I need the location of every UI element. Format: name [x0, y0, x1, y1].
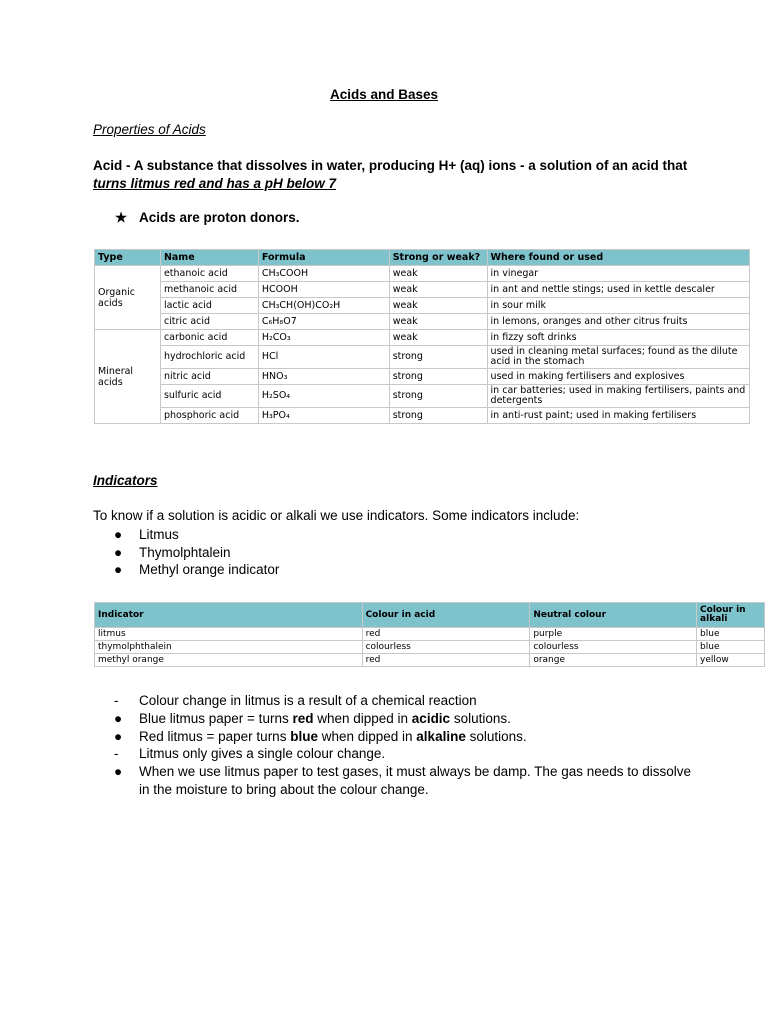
- note-text: Red litmus = paper turns: [139, 728, 291, 744]
- properties-subheading: Properties of Acids: [93, 122, 206, 137]
- acid-colour-cell: red: [362, 654, 530, 667]
- proton-donor-text: Acids are proton donors.: [139, 210, 300, 225]
- header-name: Name: [160, 250, 258, 266]
- list-item: [93, 526, 279, 544]
- note-text: Colour change in litmus is a result of a chemical reaction: [139, 693, 477, 708]
- header-type: Type: [95, 250, 161, 266]
- acid-use-cell: used in making fertilisers and explosives: [487, 369, 749, 385]
- header-indicator: Indicator: [95, 603, 363, 628]
- neutral-colour-cell: orange: [530, 654, 697, 667]
- indicator-cell: litmus: [95, 628, 363, 641]
- bullet-icon: ●: [114, 728, 123, 744]
- table-row: [95, 330, 750, 346]
- acid-strength-cell: weak: [389, 282, 487, 298]
- acid-use-cell: in fizzy soft drinks: [487, 330, 749, 346]
- indicator-cell: thymolphthalein: [95, 641, 363, 654]
- header-strength: Strong or weak?: [389, 250, 487, 266]
- alkali-colour-cell: blue: [697, 628, 765, 641]
- litmus-notes: [93, 692, 693, 799]
- note-text: acidic: [411, 710, 451, 726]
- definition-emphasis: turns litmus red and has a pH below 7: [93, 176, 337, 191]
- acid-strength-cell: strong: [389, 408, 487, 424]
- acid-use-cell: in vinegar: [487, 266, 749, 282]
- list-item-text: Litmus: [139, 527, 179, 542]
- alkali-colour-cell: yellow: [697, 654, 765, 667]
- acid-formula-cell: HCOOH: [258, 282, 389, 298]
- acid-colour-cell: colourless: [362, 641, 530, 654]
- acid-name-cell: carbonic acid: [160, 330, 258, 346]
- acid-strength-cell: weak: [389, 266, 487, 282]
- note-text: when dipped in: [317, 728, 417, 744]
- acid-type-cell: Organic acids: [95, 266, 161, 330]
- bullet-icon: ●: [114, 544, 123, 560]
- acid-definition: [93, 157, 693, 193]
- acid-strength-cell: weak: [389, 330, 487, 346]
- acid-name-cell: hydrochloric acid: [160, 346, 258, 369]
- indicator-list: [93, 526, 279, 579]
- list-item-text: Thymolphtalein: [139, 544, 231, 560]
- bullet-icon: ●: [114, 527, 123, 542]
- acid-name-cell: nitric acid: [160, 369, 258, 385]
- acid-name-cell: lactic acid: [160, 298, 258, 314]
- list-item: [93, 561, 279, 579]
- note-text: alkaline: [416, 728, 466, 744]
- acid-table-header: [95, 250, 750, 266]
- acid-use-cell: used in cleaning metal surfaces; found as the dilute acid in the stomach: [487, 346, 749, 369]
- table-row: [95, 408, 750, 424]
- note-text: solutions.: [465, 728, 527, 744]
- indicator-table: [94, 602, 765, 667]
- acid-use-cell: in car batteries; used in making fertilisers, paints and detergents: [487, 385, 749, 408]
- indicators-intro: To know if a solution is acidic or alkali we use indicators. Some indicators include:: [93, 508, 580, 523]
- acid-formula-cell: CH₃CH(OH)CO₂H: [258, 298, 389, 314]
- document-title: Acids and Bases: [329, 87, 439, 102]
- bullet-icon: ●: [114, 764, 123, 780]
- header-colour-acid: Colour in acid: [362, 603, 530, 628]
- bullet-icon: ●: [114, 710, 123, 726]
- indicator-cell: methyl orange: [95, 654, 363, 667]
- acid-formula-cell: H₃PO₄: [258, 408, 389, 424]
- table-row: [95, 654, 765, 667]
- acid-name-cell: methanoic acid: [160, 282, 258, 298]
- definition-text: Acid - A substance that dissolves in water, producing H+ (aq) ions - a solution of an acid that: [93, 158, 688, 173]
- list-item: [93, 728, 693, 746]
- table-row: [95, 641, 765, 654]
- list-item: [93, 544, 279, 562]
- header-colour-alkali: Colour in alkali: [697, 603, 765, 628]
- list-item: [93, 745, 693, 763]
- acid-use-cell: in lemons, oranges and other citrus fruits: [487, 314, 749, 330]
- acid-formula-cell: C₆H₈O7: [258, 314, 389, 330]
- bullet-icon: ●: [114, 562, 123, 578]
- header-formula: Formula: [258, 250, 389, 266]
- acid-type-cell: Mineral acids: [95, 330, 161, 424]
- acid-formula-cell: HCl: [258, 346, 389, 369]
- proton-donor-point: [115, 210, 300, 226]
- acid-name-cell: citric acid: [160, 314, 258, 330]
- header-neutral: Neutral colour: [530, 603, 697, 628]
- acid-use-cell: in sour milk: [487, 298, 749, 314]
- list-item: [93, 692, 693, 710]
- indicators-heading: Indicators: [93, 473, 158, 488]
- header-use: Where found or used: [487, 250, 749, 266]
- note-text: when dipped in: [313, 710, 412, 726]
- acid-formula-cell: H₂CO₃: [258, 330, 389, 346]
- table-row: [95, 266, 750, 282]
- indicator-table-header: [95, 603, 765, 628]
- acid-name-cell: phosphoric acid: [160, 408, 258, 424]
- acid-formula-cell: H₂SO₄: [258, 385, 389, 408]
- table-row: [95, 385, 750, 408]
- note-text: Blue litmus paper = turns: [139, 710, 293, 726]
- acid-table: [94, 249, 750, 424]
- table-row: [95, 282, 750, 298]
- neutral-colour-cell: colourless: [530, 641, 697, 654]
- acid-name-cell: sulfuric acid: [160, 385, 258, 408]
- note-text: red: [292, 710, 314, 726]
- acid-strength-cell: weak: [389, 314, 487, 330]
- note-text: Litmus only gives a single colour change.: [139, 746, 386, 762]
- alkali-colour-cell: blue: [697, 641, 765, 654]
- acid-strength-cell: weak: [389, 298, 487, 314]
- note-text: When we use litmus paper to test gases, it must always be damp. The gas needs to dissolve in the moisture to bring about the colour change.: [139, 764, 692, 797]
- table-row: [95, 298, 750, 314]
- list-item-text: Methyl orange indicator: [139, 562, 280, 578]
- dash-marker: -: [114, 693, 119, 708]
- neutral-colour-cell: purple: [530, 628, 697, 641]
- acid-strength-cell: strong: [389, 369, 487, 385]
- table-row: [95, 628, 765, 641]
- acid-colour-cell: red: [362, 628, 530, 641]
- table-row: [95, 346, 750, 369]
- acid-strength-cell: strong: [389, 346, 487, 369]
- acid-use-cell: in ant and nettle stings; used in kettle descaler: [487, 282, 749, 298]
- acid-formula-cell: CH₃COOH: [258, 266, 389, 282]
- note-text: solutions.: [450, 710, 511, 726]
- list-item: [93, 710, 693, 728]
- acid-strength-cell: strong: [389, 385, 487, 408]
- acid-formula-cell: HNO₃: [258, 369, 389, 385]
- star-icon: ★: [115, 210, 128, 225]
- note-text: blue: [290, 728, 318, 744]
- table-row: [95, 369, 750, 385]
- list-item: [93, 763, 693, 799]
- acid-name-cell: ethanoic acid: [160, 266, 258, 282]
- acid-use-cell: in anti-rust paint; used in making fertilisers: [487, 408, 749, 424]
- table-row: [95, 314, 750, 330]
- dash-marker: -: [114, 746, 119, 762]
